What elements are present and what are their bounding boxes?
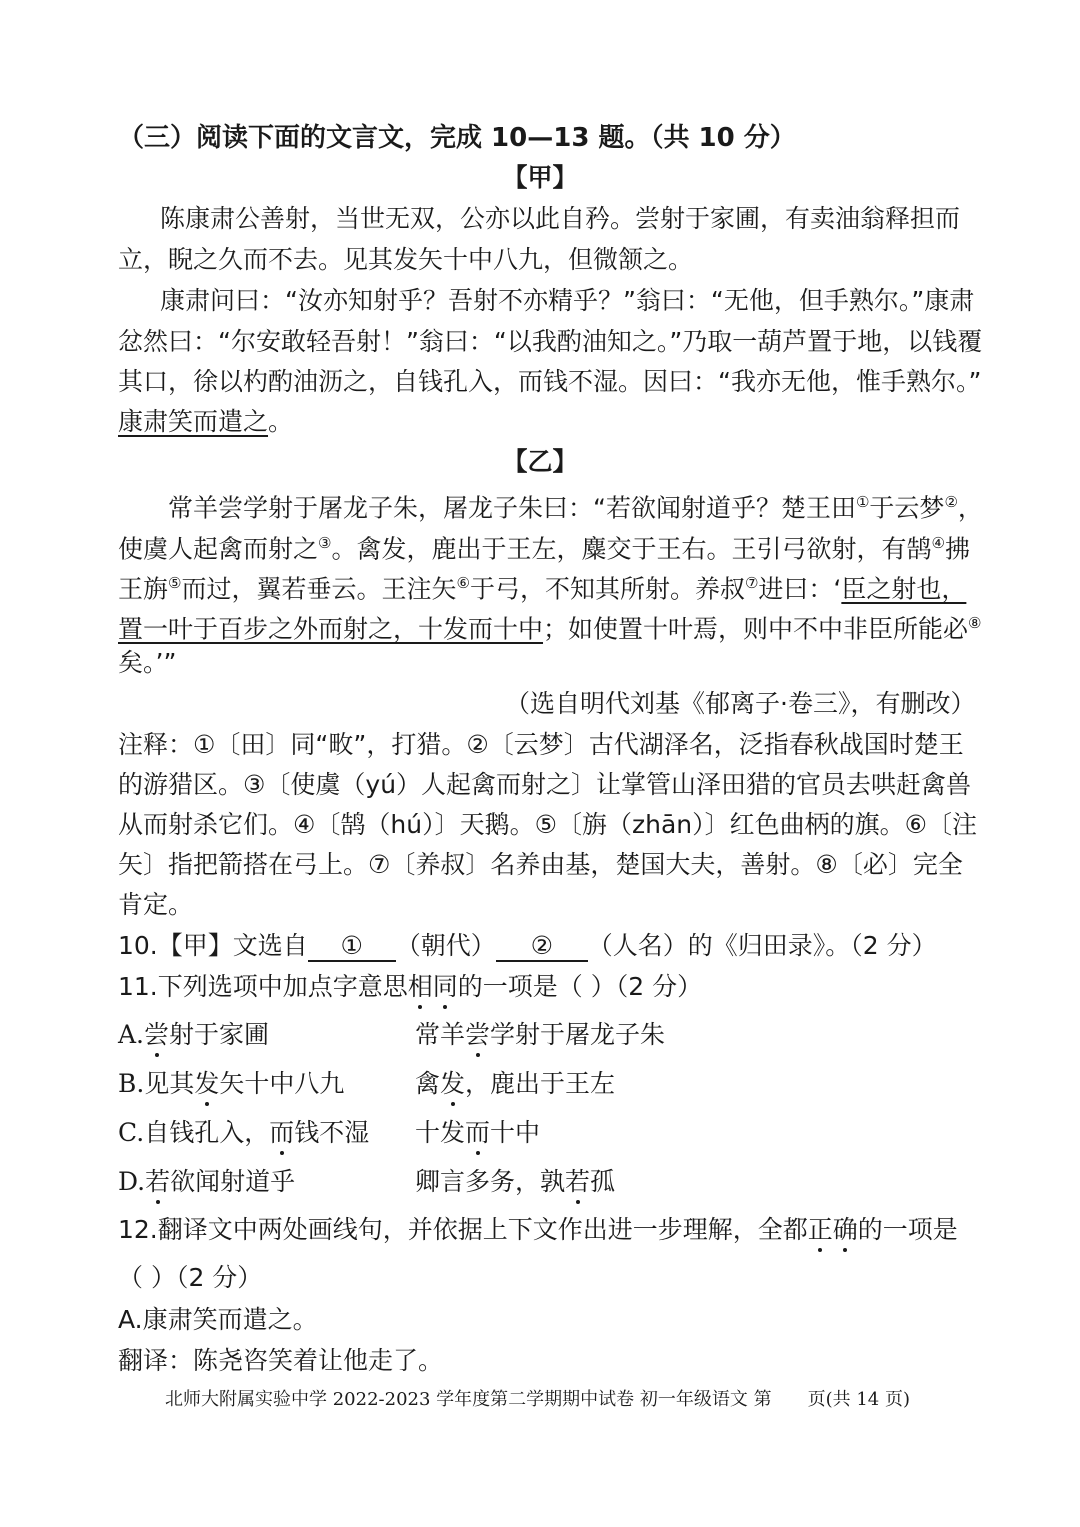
footnote-mark: ③ (318, 534, 332, 552)
notes-line: 矢〕指把箭搭在弓上。⑦〔养叔〕名养由基，楚国大夫，善射。⑧〔必〕完全 (118, 850, 963, 879)
footnote-mark: ① (855, 493, 870, 511)
passage-a-line: 陈康肃公善射，当世无双，公亦以此自矜。尝射于家圃，有卖油翁释担而 (160, 204, 961, 233)
notes-line: 肯定。 (118, 890, 194, 919)
footnote-mark: ② (944, 493, 958, 511)
question-12-paren: （ ）（2 分） (118, 1263, 263, 1292)
option-row[interactable]: B.见其发矢十中八九 (118, 1069, 345, 1098)
passage-a-heading: 【甲】 (502, 163, 578, 192)
footnote-mark: ⑤ (168, 574, 182, 592)
section-title: （三）阅读下面的文言文，完成 10—13 题。（共 10 分） (118, 123, 796, 153)
notes-line: 的游猎区。③〔使虞（yú）人起禽而射之〕让掌管山泽田猎的官员去哄赶禽兽 (118, 770, 972, 799)
notes-line: 注释：①〔田〕同“畋”，打猎。②〔云梦〕古代湖泽名，泛指春秋战国时楚王 (118, 730, 964, 759)
passage-b-line: 王旃⑤而过，翼若垂云。王注矢⑥于弓，不知其所射。养叔⑦进曰：‘臣之射也， (118, 574, 967, 604)
underlined-sentence-b: 臣之射也， (841, 574, 967, 604)
passage-b-line: 使虞人起禽而射之③。禽发，鹿出于王左，麋交于王右。王引弓欲射，有鹄④拂 (118, 534, 970, 564)
question-11: 11.下列选项中加点字意思相同的一项是（ ）（2 分） (118, 972, 703, 1001)
passage-b-line: 矣。’” (118, 648, 177, 677)
answer-blank-2[interactable]: ② (496, 932, 588, 962)
option-row[interactable]: C.自钱孔入，而钱不湿 (118, 1118, 370, 1147)
option-row-right: 禽发，鹿出于王左 (415, 1069, 616, 1098)
passage-source: （选自明代刘基《郁离子·卷三》，有删改） (505, 689, 976, 718)
footnote-mark: ⑦ (744, 574, 759, 592)
page-footer: 北师大附属实验中学 2022-2023 学年度第二学期期中试卷 初一年级语文 第 页(共 14 页) (165, 1389, 910, 1410)
question-10: 10.【甲】文选自 ① （朝代） ② （人名）的《归田录》。（2 分） (118, 931, 937, 960)
option-row[interactable]: A.尝射于家圃 (118, 1020, 270, 1049)
underlined-sentence-b: 置一叶于百步之外而射之，十发而十中 (118, 614, 544, 644)
option-row[interactable]: D.若欲闻射道乎 (118, 1167, 296, 1196)
translation-text: 翻译：陈尧咨笑着让他走了。 (118, 1346, 444, 1375)
option-row-right: 卿言多务，孰若孤 (415, 1167, 616, 1196)
passage-a-line: 康肃问曰：“汝亦知射乎？吾射不亦精乎？”翁曰：“无他，但手熟尔。”康肃 (160, 286, 975, 315)
footnote-mark: ④ (931, 534, 945, 552)
question-12: 12.翻译文中两处画线句，并依据上下文作出进一步理解，全都正确的一项是 (118, 1215, 958, 1244)
underlined-sentence-a: 康肃笑而遣之 (118, 407, 269, 436)
passage-b-line: 置一叶于百步之外而射之，十发而十中；如使置十叶焉，则中不中非臣所能必⑧ (118, 614, 982, 644)
footnote-mark: ⑧ (968, 614, 982, 632)
passage-a-line: 康肃笑而遣之。 (118, 407, 294, 436)
passage-b-heading: 【乙】 (502, 447, 578, 476)
option-row-right: 十发而十中 (415, 1118, 541, 1147)
passage-a-line: 立，睨之久而不去。见其发矢十中八九，但微颔之。 (118, 245, 694, 274)
notes-line: 从而射杀它们。④〔鹄（hú）〕天鹅。⑤〔旃（zhān）〕红色曲柄的旗。⑥〔注 (118, 810, 978, 839)
passage-a-line: 忿然曰：“尔安敢轻吾射！”翁曰：“以我酌油知之。”乃取一葫芦置于地，以钱覆 (118, 327, 983, 356)
passage-b-line: 常羊尝学射于屠龙子朱，屠龙子朱曰：“若欲闻射道乎？楚王田①于云梦②， (168, 493, 983, 523)
passage-a-line: 其口，徐以杓酌油沥之，自钱孔入，而钱不湿。因曰：“我亦无他，惟手熟尔。” (118, 367, 982, 396)
footnote-mark: ⑥ (456, 574, 470, 592)
answer-blank-1[interactable]: ① (308, 932, 396, 962)
option-row[interactable]: A.康肃笑而遣之。 (118, 1305, 318, 1334)
option-row-right: 常羊尝学射于屠龙子朱 (415, 1020, 666, 1049)
